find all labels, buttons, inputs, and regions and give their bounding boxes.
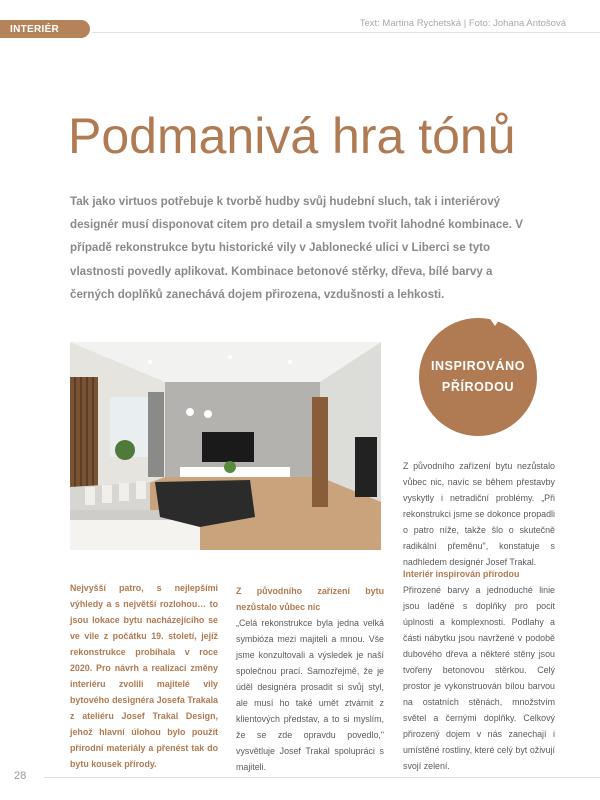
badge-notch	[486, 313, 504, 326]
inspiration-badge	[419, 318, 537, 436]
right-column	[403, 566, 555, 774]
page-number: 28	[14, 770, 27, 782]
header-rule	[92, 32, 600, 33]
left-column-paragraph: Nejvyšší patro, s nejlepšími výhledy a s největší rozlohou… to jsou lokace bytu nacházejícího se ve vile z počátku 19. století, jejíž rekonstrukce probíhala v roce 2020. Pro návrh a realizaci změny interiéru zvolili majitelé vily bytového designéra Josefa Trakala z ateliéru Josef Trakal Design, jehož hlavní úlohou bylo použít přírodní materiály a přenést tak do bytu kousek přírody.	[70, 583, 218, 769]
page-title: Podmanivá hra tónů	[68, 108, 516, 164]
middle-subheading: Z původního zařízení bytu nezůstalo vůbec nic	[236, 586, 384, 612]
badge-line-1: INSPIROVÁNO	[430, 359, 526, 373]
right-paragraph: Přirozené barvy a jednoduché linie jsou laděné s doplňky pro pocit úplnosti a komplexnosti. Podlahy a části nábytku jsou navržené v podobě dubového dřeva a některé stěny jsou tvořeny betonovou stěrkou. Celý prostor je vykonstruován bílou barvou na ostatních stěnách, množstvím světel a černými doplňky. Celkový přirozený dojem v nás zanechají i umístěné rostliny, které celý byt oživují svojí zelení.	[403, 585, 555, 771]
right-intro-paragraph: Z původního zařízení bytu nezůstalo vůbec nic, navíc se během přestavby vyskytly i netradiční problémy. „Při rekonstrukci jsme se dokonce propadli o patro níže, takže šlo o skutečně radikální přeměnu", konstatuje s nadhledem designér Josef Trakal.	[403, 461, 555, 567]
footer-rule	[44, 777, 600, 778]
lede-paragraph: Tak jako virtuos potřebuje k tvorbě hudby svůj hudební sluch, tak i interiérový designér musí disponovat citem pro detail a smyslem tvořit lahodné kombinace. V případě rekonstrukce bytu historické vily v Jablonecké ulici v Liberci se tyto vlastnosti povedly aplikovat. Kombinace betonové stěrky, dřeva, bílé barvy a černých doplňků zanechává dojem přirozena, vzdušnosti a lehkosti.	[70, 195, 523, 301]
badge-line-2: PŘÍRODOU	[441, 380, 515, 394]
middle-column	[236, 583, 384, 775]
credits: Text: Martina Rychetská | Foto: Johana Antošová	[359, 18, 566, 29]
living-room-photo	[70, 342, 381, 550]
middle-paragraph: „Celá rekonstrukce byla jedna velká symbióza mezi majiteli a mnou. Vše jsme konzultovali a výsledek je naší společnou prací. Samozřejmě, že je úděl designéra prosadit si svůj styl, ale musí ho také umět ztvárnit z klientových představ, a to si myslím, že se zde opravdu povedlo," vysvětluje Josef Trakal spolupráci s majiteli.	[236, 618, 384, 772]
right-subheading: Interiér inspirován přírodou	[403, 569, 520, 579]
section-tag: INTERIÉR	[0, 20, 90, 38]
